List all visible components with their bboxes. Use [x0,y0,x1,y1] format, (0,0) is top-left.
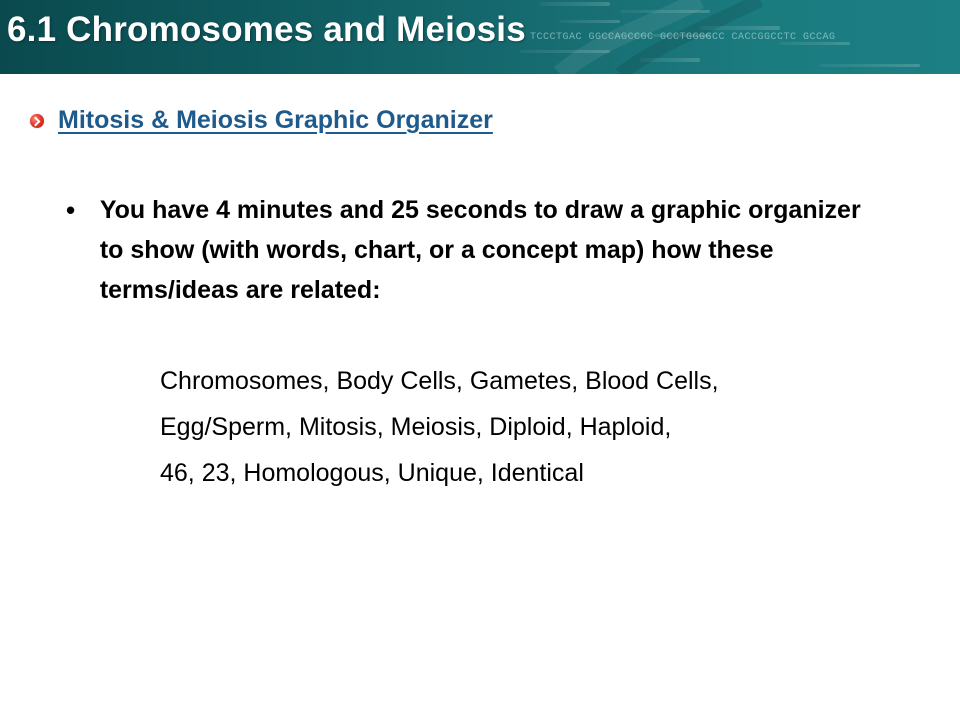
red-arrow-bullet-icon [30,114,44,128]
terms-list [160,358,920,496]
dna-line [530,73,960,74]
header-banner [0,0,960,74]
task-bullet-item [66,190,886,310]
dna-line [0,72,360,74]
dna-sequence-text [530,0,960,74]
terms-line: Chromosomes, Body Cells, Gametes, Blood Cells, [160,367,719,395]
task-instructions: You have 4 minutes and 25 seconds to draw a graphic organizer to show (with words, chart, or a concept map) how these terms/ideas are related: [99,196,861,304]
dna-line: TCCCTGAC GGCCAGCCGC GCCTGGGGCC CACCGGCCTC GCCAG [530,32,836,43]
subtitle-row [30,106,493,135]
terms-line: Egg/Sperm, Mitosis, Meiosis, Diploid, Haploid, [160,413,672,441]
bullet-point: • [66,195,76,225]
terms-line: 46, 23, Homologous, Unique, Identical [160,459,584,487]
page-title: 6.1 Chromosomes and Meiosis [7,10,526,49]
dna-sequence-text-left [0,48,360,74]
subtitle-link[interactable]: Mitosis & Meiosis Graphic Organizer [58,106,493,134]
